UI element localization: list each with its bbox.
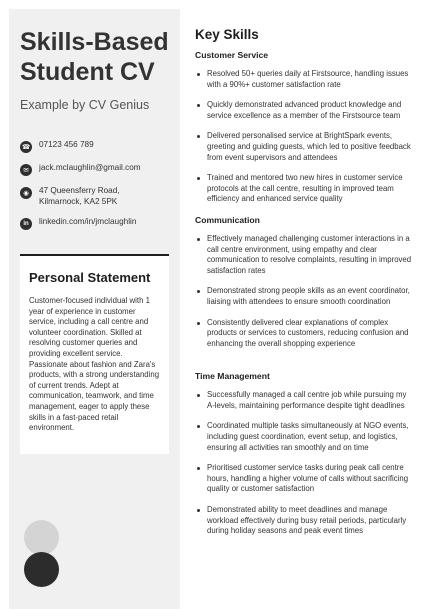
list-item: Demonstrated ability to meet deadlines and manage workload effectively during busy retail periods, particularly during holiday seasons and peak event times	[195, 505, 415, 537]
list-item: Resolved 50+ queries daily at Firstsource, handling issues with a 90%+ customer satisfaction rate	[195, 69, 415, 90]
email-address[interactable]: jack.mclaughlin@gmail.com	[39, 163, 141, 172]
list-item: Quickly demonstrated advanced product knowledge and service excellence as a member of the Firstsource team	[195, 100, 415, 121]
section-heading-customer-service: Customer Service	[195, 50, 269, 60]
address-line-2: Kilmarnock, KA2 5PK	[39, 196, 118, 206]
section-heading-time-management: Time Management	[195, 371, 270, 382]
list-item: Effectively managed challenging customer interactions in a call centre environment, using empathy and clear communication to resolve complaints, resulting in improved satisfaction rates	[195, 234, 415, 276]
list-item: Delivered personalised service at BrightSpark events, greeting and guiding guests, which led to positive feedback from event supervisors and attendees	[195, 131, 415, 163]
key-skills-title: Key Skills	[195, 27, 259, 42]
address	[39, 186, 120, 207]
contact-list	[20, 140, 175, 240]
linkedin-url[interactable]: linkedin.com/in/jmclaughlin	[39, 217, 137, 226]
title-line-2: Student CV	[20, 58, 155, 86]
decorative-circle-dark	[24, 552, 59, 587]
personal-statement	[20, 254, 169, 454]
cv-title	[20, 27, 180, 87]
personal-statement-text: Customer-focused individual with 1 year of experience in customer service, including a call centre and volunteer coordination. Skilled at resolving customer queries and providing excellent service. Passionate about fashion and Zara's products, with a strong understanding of current trends. Adept at communication, teamwork, and time management, eager to apply these skills in a fast-paced retail environment.	[29, 296, 160, 433]
communication-list	[195, 234, 415, 349]
location-icon: ◉	[20, 187, 32, 199]
customer-service-list	[195, 69, 415, 205]
linkedin-icon: in	[20, 218, 32, 230]
contact-phone	[20, 140, 175, 153]
decorative-circle-light	[24, 520, 59, 555]
contact-address	[20, 186, 175, 207]
personal-statement-title: Personal Statement	[29, 270, 151, 285]
phone-icon: ☎	[21, 143, 31, 151]
email-icon: ✉	[20, 164, 32, 176]
list-item: Demonstrated strong people skills as an event coordinator, liaising with attendees to ensure smooth coordination	[195, 286, 415, 307]
address-line-1: 47 Queensferry Road,	[39, 186, 120, 195]
list-item: Consistently delivered clear explanations of complex products or services to customers, reducing confusion and enhancing the overall shopping experience	[195, 318, 415, 350]
list-item: Successfully managed a call centre job while pursuing my A-levels, maintaining performance despite tight deadlines	[195, 390, 415, 411]
contact-linkedin[interactable]	[20, 217, 175, 230]
cv-subtitle: Example by CV Genius	[20, 98, 150, 112]
key-skills	[195, 27, 415, 547]
list-item: Prioritised customer service tasks during peak call centre hours, handling a higher volume of calls without sacrificing quality or customer satisfaction	[195, 463, 415, 495]
time-management-list	[195, 390, 415, 537]
list-item: Coordinated multiple tasks simultaneously at NGO events, including guest coordination, event setup, and logistics, ensuring all activities ran smoothly and on time	[195, 421, 415, 453]
contact-email[interactable]	[20, 163, 175, 176]
title-line-1: Skills-Based	[20, 28, 169, 56]
section-heading-communication: Communication	[195, 214, 260, 225]
list-item: Trained and mentored two new hires in customer service protocols at the call centre, resulting in improved team efficiency and enhanced service quality	[195, 173, 415, 205]
phone-number: 07123 456 789	[39, 140, 94, 149]
